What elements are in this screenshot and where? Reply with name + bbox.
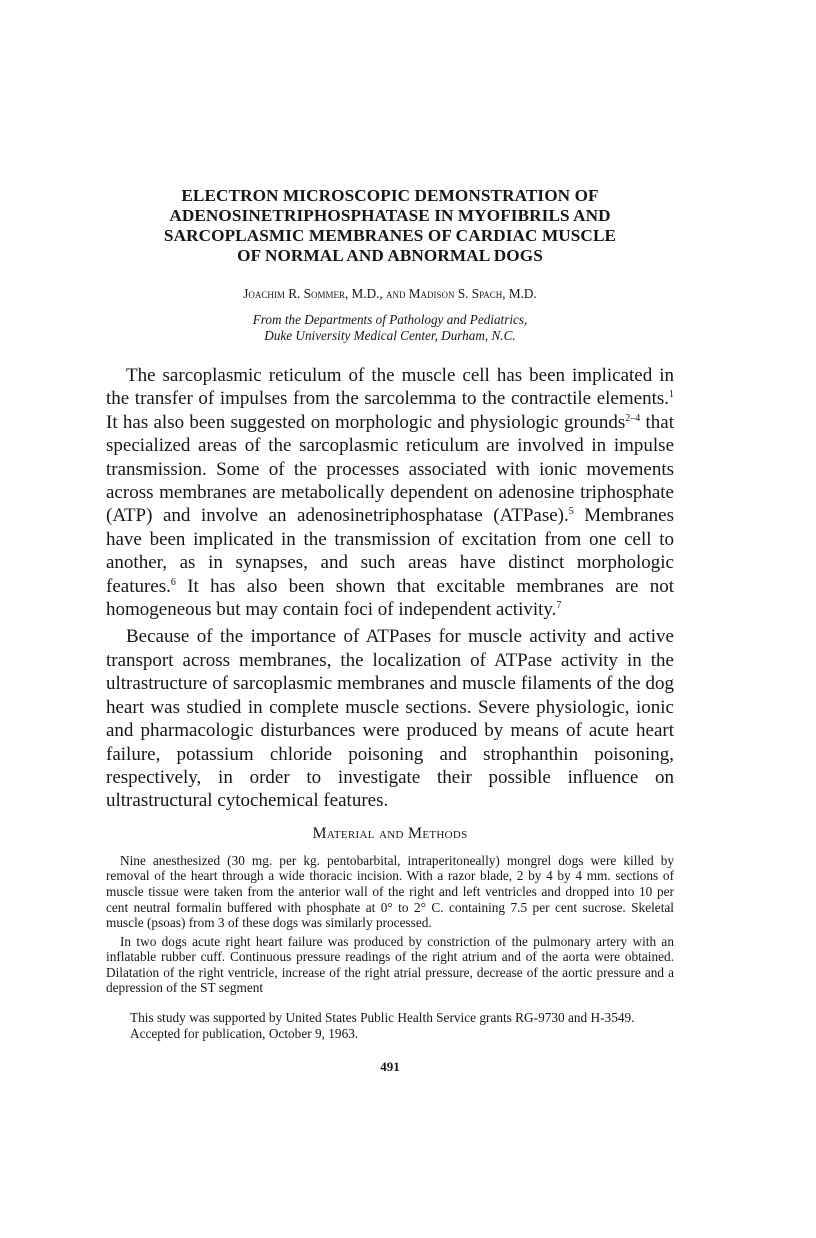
reference-marker: 1 — [669, 389, 674, 401]
author-line — [106, 286, 674, 302]
article-page — [106, 186, 674, 1075]
intro-paragraph: Because of the importance of ATPases for muscle activity and active transport across membranes, the localization of ATPase activity in the ultrastructure of sarcoplasmic membranes and muscle filaments of the dog heart was studied in complete muscle sections. Severe physiologic, ionic and pharmacologic disturbances were produced by means of acute heart failure, potassium chloride poisoning and strophanthin poisoning, respectively, in order to investigate their possible influence on ultrastructural cytochemical features. — [106, 626, 674, 812]
reference-marker: 7 — [556, 600, 562, 612]
methods-section — [106, 853, 674, 996]
title-line: SARCOPLASMIC MEMBRANES OF CARDIAC MUSCLE — [163, 226, 617, 245]
page-number: 491 — [380, 1059, 400, 1075]
footnotes — [106, 1010, 674, 1041]
introduction — [106, 364, 674, 813]
affiliation-line: Duke University Medical Center, Durham, N.C. — [264, 328, 516, 343]
title-line: ELECTRON MICROSCOPIC DEMONSTRATION OF — [181, 186, 599, 205]
title-line: ADENOSINETRIPHOSPHATASE IN MYOFIBRILS AND — [169, 206, 611, 225]
affiliation — [106, 312, 674, 344]
methods-paragraph: In two dogs acute right heart failure was produced by constriction of the pulmonary artery with an inflatable rubber cuff. Continuous pressure readings of the right atrium and of the aorta were obtained. Dilatation of the right ventricle, increase of the right atrial pressure, decrease of the aortic pressure and a depression of the ST segment — [106, 933, 674, 996]
reference-marker: 5 — [568, 506, 574, 518]
article-title — [106, 186, 674, 266]
affiliation-line: From the Departments of Pathology and Pediatrics, — [252, 312, 528, 327]
author-name: Madison S. Spach, M.D. — [408, 286, 537, 301]
title-line: OF NORMAL AND ABNORMAL DOGS — [237, 246, 543, 265]
author-conjunction: and — [386, 286, 406, 301]
section-heading: Material and Methods — [312, 824, 468, 842]
methods-paragraph: Nine anesthesized (30 mg. per kg. pentobarbital, intraperitoneally) mongrel dogs were killed by removal of the heart through a wide thoracic incision. With a razor blade, 2 by 4 by 4 mm. sections of muscle tissue were taken from the anterior wall of the right and left ventricles and dropped into 10 per cent neutral formalin buffered with phosphate at 0° to 2° C. containing 7.5 per cent sucrose. Skeletal muscle (psoas) from 3 of these dogs was similarly processed. — [106, 852, 674, 931]
intro-paragraph: The sarcoplasmic reticulum of the muscle cell has been implicated in the transfer of impulses from the sarcolemma to the contractile elements.$^1$ It has also been suggested on morphologic and physiologic grounds$^{2-4}$ that specialized areas of the sarcoplasmic reticulum are involved in impulse transmission. Some of the processes associated with ionic movements across membranes are metabolically dependent on adenosine triphosphate (ATP) and involve an adenosinetriphosphatase (ATPase).$^5$ Membranes have been implicated in the transmission of excitation from one cell to another, as in synapses, and such areas have distinct morphologic features.$^6$ It has also been shown that excitable membranes are not homogeneous but may contain foci of independent activity.$^7$ — [106, 365, 674, 621]
reference-marker: 6 — [170, 576, 176, 588]
funding-footnote: This study was supported by United States Public Health Service grants RG-9730 and H-3549. — [130, 1010, 635, 1026]
reference-marker: 2–4 — [625, 412, 641, 424]
accepted-footnote: Accepted for publication, October 9, 1963. — [130, 1025, 359, 1041]
author-name: Joachim R. Sommer, M.D., — [243, 286, 383, 301]
